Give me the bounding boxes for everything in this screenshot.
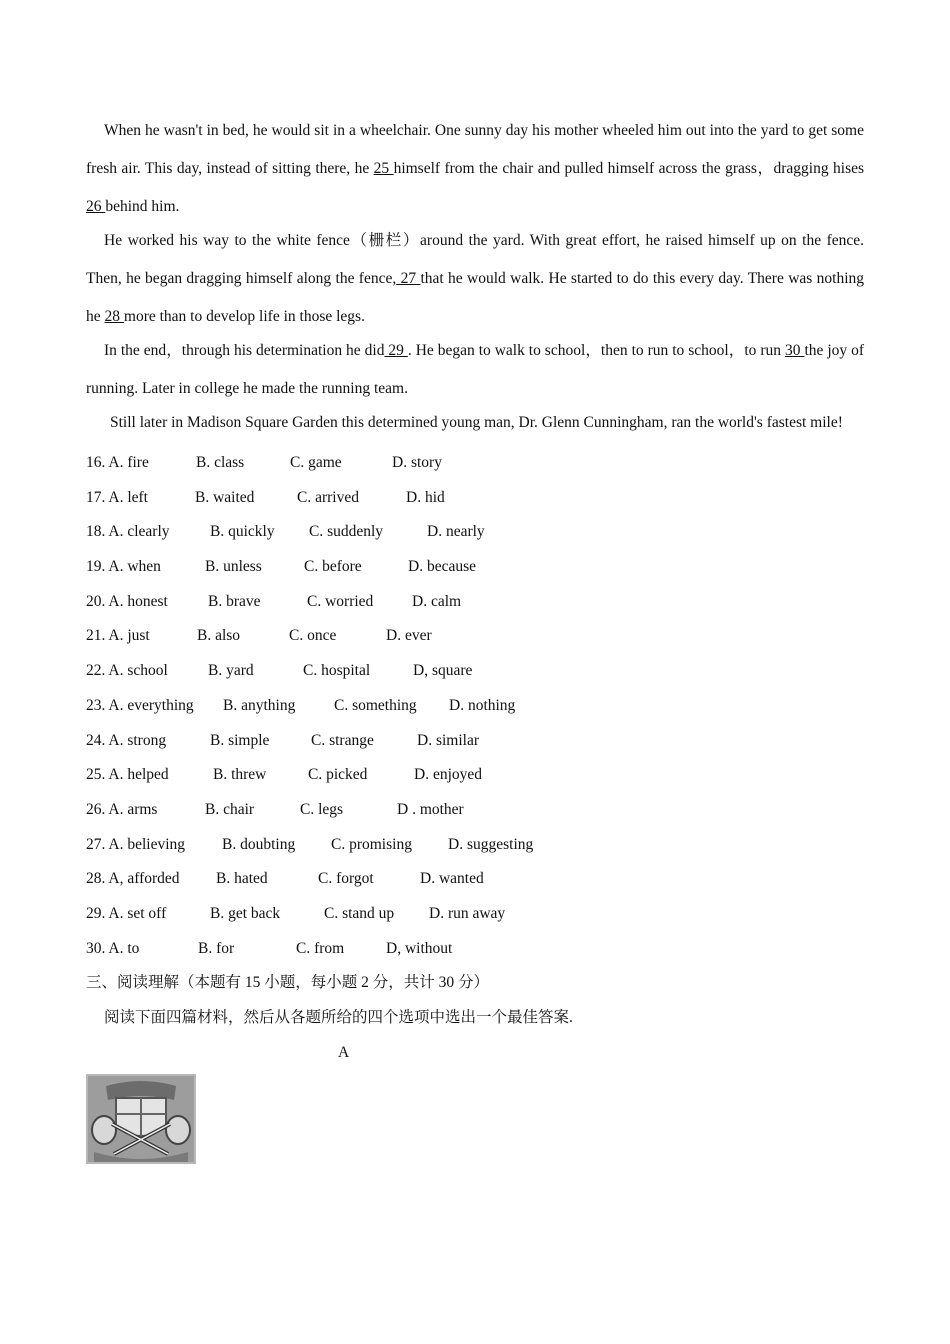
option-a: 18. A. clearly (86, 523, 170, 541)
option-b: B. simple (210, 731, 270, 749)
option-c: C. worried (307, 592, 374, 610)
option-b: B. chair (205, 800, 255, 818)
option-c: C. from (296, 939, 345, 957)
option-c: C. once (289, 627, 337, 645)
text: . He began to walk to school，then to run to school，to run (407, 342, 785, 359)
option-b: B. hated (216, 870, 268, 888)
text: In the end，through his determination he did (104, 342, 385, 359)
passage-paragraph-2 (86, 222, 864, 336)
option-d: D. story (392, 454, 442, 471)
text: that he would walk. He started to do this every day. There was nothing he (86, 270, 865, 325)
text: more than to develop life in those legs. (123, 308, 365, 325)
option-a: 27. A. believing (86, 835, 186, 853)
blank-28: 28 (104, 308, 124, 325)
text: He worked his way to the white fence（栅栏）around the yard. With great effort, he raised himself up on the fence. Then, he began dragging himself along the fence, (86, 232, 864, 287)
option-a: 26. A. arms (86, 800, 158, 818)
question-row (86, 932, 864, 967)
option-c: C. promising (331, 835, 412, 853)
option-a: 25. A. helped (86, 766, 169, 784)
text: the joy of running. Later in college he made the running team. (86, 342, 865, 397)
option-d: D . mother (397, 800, 464, 818)
option-a: 16. A. fire (86, 454, 149, 471)
option-a: 22. A. school (86, 662, 168, 680)
passage-a-label: A (338, 1043, 350, 1061)
option-b: B. brave (208, 592, 261, 610)
option-c: C. game (290, 454, 342, 471)
question-row (86, 619, 864, 654)
document-page (86, 112, 864, 1164)
option-a: 20. A. honest (86, 592, 168, 610)
option-b: B. yard (208, 662, 254, 680)
question-row (86, 793, 864, 828)
blank-26: 26 (86, 198, 106, 215)
option-d: D. hid (406, 488, 445, 506)
option-a: 23. A. everything (86, 696, 194, 714)
option-c: C. forgot (318, 870, 374, 888)
emblem-image (86, 1074, 196, 1164)
text: himself from the chair and pulled himself across the grass，dragging hises (393, 160, 865, 177)
option-d: D. similar (417, 731, 479, 749)
option-c: C. legs (300, 800, 344, 818)
option-c: C. before (304, 558, 362, 576)
section-3-title: 三、阅读理解（本题有 15 小题，每小题 2 分，共计 30 分） (86, 974, 490, 992)
passage-paragraph-4: Still later in Madison Square Garden this determined young man, Dr. Glenn Cunningham, ran the world's fastest mile! (110, 414, 843, 431)
passage-paragraph-1 (86, 112, 864, 226)
question-row (86, 862, 864, 897)
question-row (86, 654, 864, 689)
option-d: D. wanted (420, 870, 484, 888)
option-c: C. suddenly (309, 523, 384, 541)
option-d: D. nearly (427, 523, 485, 541)
emblem-picture (86, 1074, 196, 1164)
option-c: C. hospital (303, 662, 371, 680)
option-b: B. quickly (210, 523, 275, 541)
question-row (86, 828, 864, 863)
option-b: B. anything (223, 696, 296, 714)
question-row (86, 446, 864, 481)
option-b: B. doubting (222, 835, 296, 853)
option-d: D. run away (429, 904, 506, 922)
blank-25: 25 (373, 160, 394, 177)
option-d: D. calm (412, 592, 462, 610)
option-b: B. threw (213, 766, 267, 784)
option-a: 17. A. left (86, 488, 148, 506)
section-3-instruction: 阅读下面四篇材料，然后从各题所给的四个选项中选出一个最佳答案. (104, 1009, 573, 1027)
option-b: B. get back (210, 904, 281, 922)
blank-27: 27 (396, 270, 421, 287)
option-a: 28. A, afforded (86, 870, 180, 888)
question-row (86, 585, 864, 620)
option-d: D. nothing (449, 696, 516, 714)
option-b: B. unless (205, 558, 262, 576)
question-row (86, 515, 864, 550)
question-row (86, 481, 864, 516)
option-a: 29. A. set off (86, 904, 167, 922)
option-a: 24. A. strong (86, 731, 167, 749)
question-options (86, 446, 864, 966)
option-d: D, square (413, 662, 473, 680)
option-a: 19. A. when (86, 558, 161, 576)
option-c: C. arrived (297, 488, 359, 506)
blank-29: 29 (384, 342, 408, 359)
text: behind him. (105, 198, 180, 215)
option-a: 21. A. just (86, 627, 150, 645)
blank-30: 30 (784, 342, 805, 359)
question-row (86, 897, 864, 932)
question-row (86, 758, 864, 793)
option-b: B. class (196, 454, 245, 471)
option-a: 30. A. to (86, 939, 140, 957)
option-b: B. for (198, 939, 235, 957)
option-d: D. suggesting (448, 835, 534, 853)
option-c: C. something (334, 696, 417, 714)
option-c: C. picked (308, 766, 368, 784)
option-c: C. strange (311, 731, 374, 749)
question-row (86, 550, 864, 585)
option-d: D. ever (386, 627, 432, 645)
question-row (86, 689, 864, 724)
option-b: B. waited (195, 488, 255, 506)
option-d: D. enjoyed (414, 766, 483, 784)
passage-paragraph-3 (86, 332, 864, 408)
option-c: C. stand up (324, 904, 395, 922)
option-d: D, without (386, 939, 453, 957)
text: When he wasn't in bed, he would sit in a wheelchair. One sunny day his mother wheeled him out into the yard to get some fresh air. This day, instead of sitting there, he (86, 122, 864, 177)
question-row (86, 724, 864, 759)
option-d: D. because (408, 558, 476, 576)
option-b: B. also (197, 627, 241, 645)
